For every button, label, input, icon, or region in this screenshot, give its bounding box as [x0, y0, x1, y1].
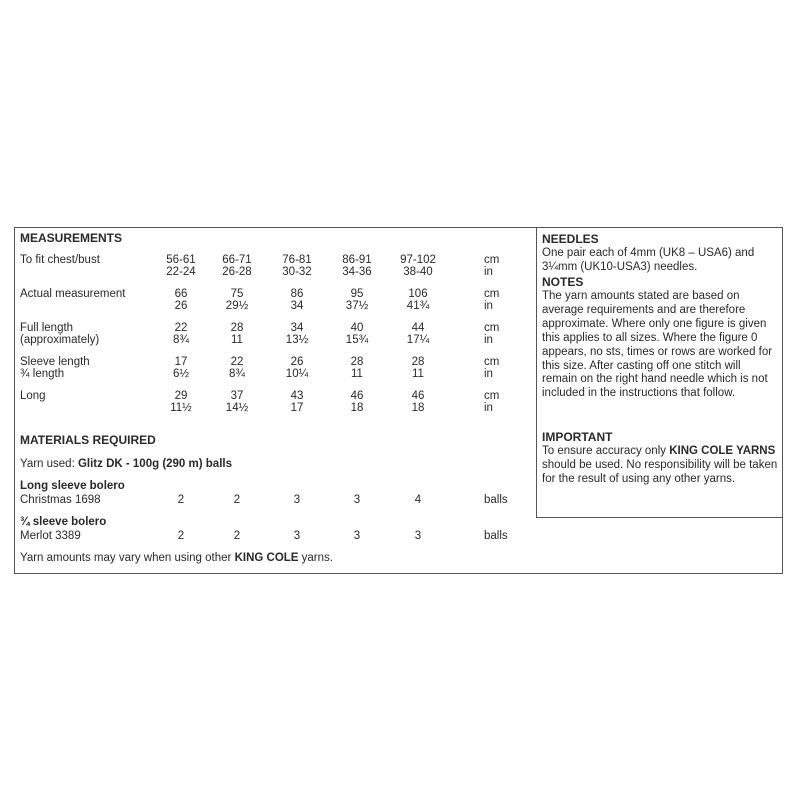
measurement-value: 17	[174, 356, 188, 368]
measurement-label: Sleeve length	[20, 356, 90, 368]
measurement-label: Actual measurement	[20, 288, 126, 300]
measurement-unit: cm	[484, 356, 500, 368]
measurement-value: 86	[290, 288, 304, 300]
measurement-value: 40	[350, 322, 364, 334]
measurement-value: 66-71	[222, 254, 252, 266]
footer-prefix: Yarn amounts may vary when using other	[20, 552, 235, 564]
measurement-unit: in	[484, 334, 493, 346]
material-ball-count: 3	[414, 530, 422, 542]
measurement-value: 30-32	[282, 266, 312, 278]
material-ball-count: 3	[293, 494, 301, 506]
measurement-value: 28	[230, 322, 244, 334]
measurement-label: Full length	[20, 322, 74, 334]
measurement-label: (approximately)	[20, 334, 100, 346]
important-text	[542, 445, 778, 487]
measurement-value: 13½	[285, 334, 309, 346]
measurement-value: 14½	[225, 402, 249, 414]
measurement-value: 22-24	[166, 266, 196, 278]
measurement-value: 29½	[225, 300, 249, 312]
material-title: Long sleeve bolero	[20, 480, 125, 492]
material-ball-count: 2	[177, 530, 185, 542]
measurement-value: 37	[230, 390, 244, 402]
measurement-value: 75	[230, 288, 244, 300]
notes-text: The yarn amounts stated are based on average requirements and are therefore approximate. Where only one figure is given this applies to all sizes. Where the figure 0 appears, no sts, times or rows are worked for this size. After casting off one stitch will remain on the right hand needle which is not included in the instructions that follow.	[542, 290, 773, 400]
measurement-value: 17	[290, 402, 304, 414]
measurement-value: 6½	[173, 368, 189, 380]
material-ball-count: 2	[233, 494, 241, 506]
measurement-value: 29	[174, 390, 188, 402]
measurement-value: 95	[350, 288, 364, 300]
measurement-value: 46	[411, 390, 425, 402]
important-prefix: To ensure accuracy only	[542, 445, 670, 457]
measurement-value: 8¾	[229, 368, 245, 380]
measurement-value: 28	[350, 356, 364, 368]
measurement-value: 8¾	[173, 334, 189, 346]
measurement-unit: in	[484, 300, 493, 312]
measurement-value: 44	[411, 322, 425, 334]
notes-heading: NOTES	[542, 275, 584, 289]
measurement-unit: cm	[484, 322, 500, 334]
material-title: ¾ sleeve bolero	[20, 516, 107, 528]
yarn-used-prefix: Yarn used:	[20, 458, 78, 470]
measurement-label: ¾ length	[20, 368, 65, 380]
measurement-value: 97-102	[400, 254, 436, 266]
measurement-value: 38-40	[403, 266, 433, 278]
column-divider	[536, 227, 537, 517]
measurement-value: 76-81	[282, 254, 312, 266]
material-colour: Christmas 1698	[20, 494, 101, 506]
material-unit: balls	[484, 494, 508, 506]
material-ball-count: 2	[233, 530, 241, 542]
measurement-value: 86-91	[342, 254, 372, 266]
measurement-value: 11½	[170, 402, 192, 414]
materials-footer	[20, 552, 333, 565]
measurement-value: 11	[351, 368, 363, 380]
measurement-value: 34	[290, 300, 304, 312]
measurement-value: 10¼	[285, 368, 309, 380]
measurement-value: 26	[290, 356, 304, 368]
measurement-value: 37½	[345, 300, 369, 312]
measurement-label: To fit chest/bust	[20, 254, 100, 266]
measurement-unit: in	[484, 368, 493, 380]
measurement-unit: cm	[484, 390, 500, 402]
material-ball-count: 3	[353, 530, 361, 542]
measurement-value: 18	[350, 402, 364, 414]
materials-heading: MATERIALS REQUIRED	[20, 433, 156, 447]
measurements-heading: MEASUREMENTS	[20, 231, 123, 245]
yarn-used-line	[20, 458, 232, 471]
needles-text: One pair each of 4mm (UK8 – USA6) and 3¼mm (UK10-USA3) needles.	[542, 247, 755, 273]
measurement-unit: cm	[484, 288, 500, 300]
measurement-value: 11	[412, 368, 424, 380]
measurement-label: Long	[20, 390, 46, 402]
needles-heading: NEEDLES	[542, 232, 599, 246]
measurement-value: 18	[411, 402, 425, 414]
important-heading: IMPORTANT	[542, 430, 613, 444]
measurement-value: 26	[174, 300, 188, 312]
right-column-bottom-rule	[536, 517, 783, 518]
material-ball-count: 4	[414, 494, 422, 506]
important-suffix: should be used. No responsibility will be taken for the result of using any other yarns.	[542, 458, 778, 485]
measurement-value: 66	[174, 288, 188, 300]
footer-suffix: yarns.	[298, 552, 333, 564]
measurement-unit: in	[484, 266, 493, 278]
material-unit: balls	[484, 530, 508, 542]
measurement-value: 34	[290, 322, 304, 334]
measurement-value: 41¾	[406, 300, 430, 312]
measurement-value: 46	[350, 390, 364, 402]
yarn-name: Glitz DK - 100g (290 m) balls	[77, 458, 232, 470]
footer-brand: KING COLE	[234, 552, 299, 564]
measurement-value: 15¾	[345, 334, 369, 346]
measurement-value: 22	[174, 322, 188, 334]
measurement-value: 28	[411, 356, 425, 368]
measurement-value: 34-36	[342, 266, 372, 278]
measurement-value: 11	[231, 334, 243, 346]
material-ball-count: 3	[293, 530, 301, 542]
measurement-value: 17¼	[406, 334, 430, 346]
material-colour: Merlot 3389	[20, 530, 81, 542]
material-ball-count: 2	[177, 494, 185, 506]
material-ball-count: 3	[353, 494, 361, 506]
measurement-value: 43	[290, 390, 304, 402]
measurement-unit: in	[484, 402, 493, 414]
measurement-value: 22	[230, 356, 244, 368]
measurement-value: 106	[408, 288, 428, 300]
measurement-value: 56-61	[166, 254, 196, 266]
important-brand: KING COLE YARNS	[669, 445, 776, 457]
measurement-value: 26-28	[222, 266, 252, 278]
measurement-unit: cm	[484, 254, 500, 266]
